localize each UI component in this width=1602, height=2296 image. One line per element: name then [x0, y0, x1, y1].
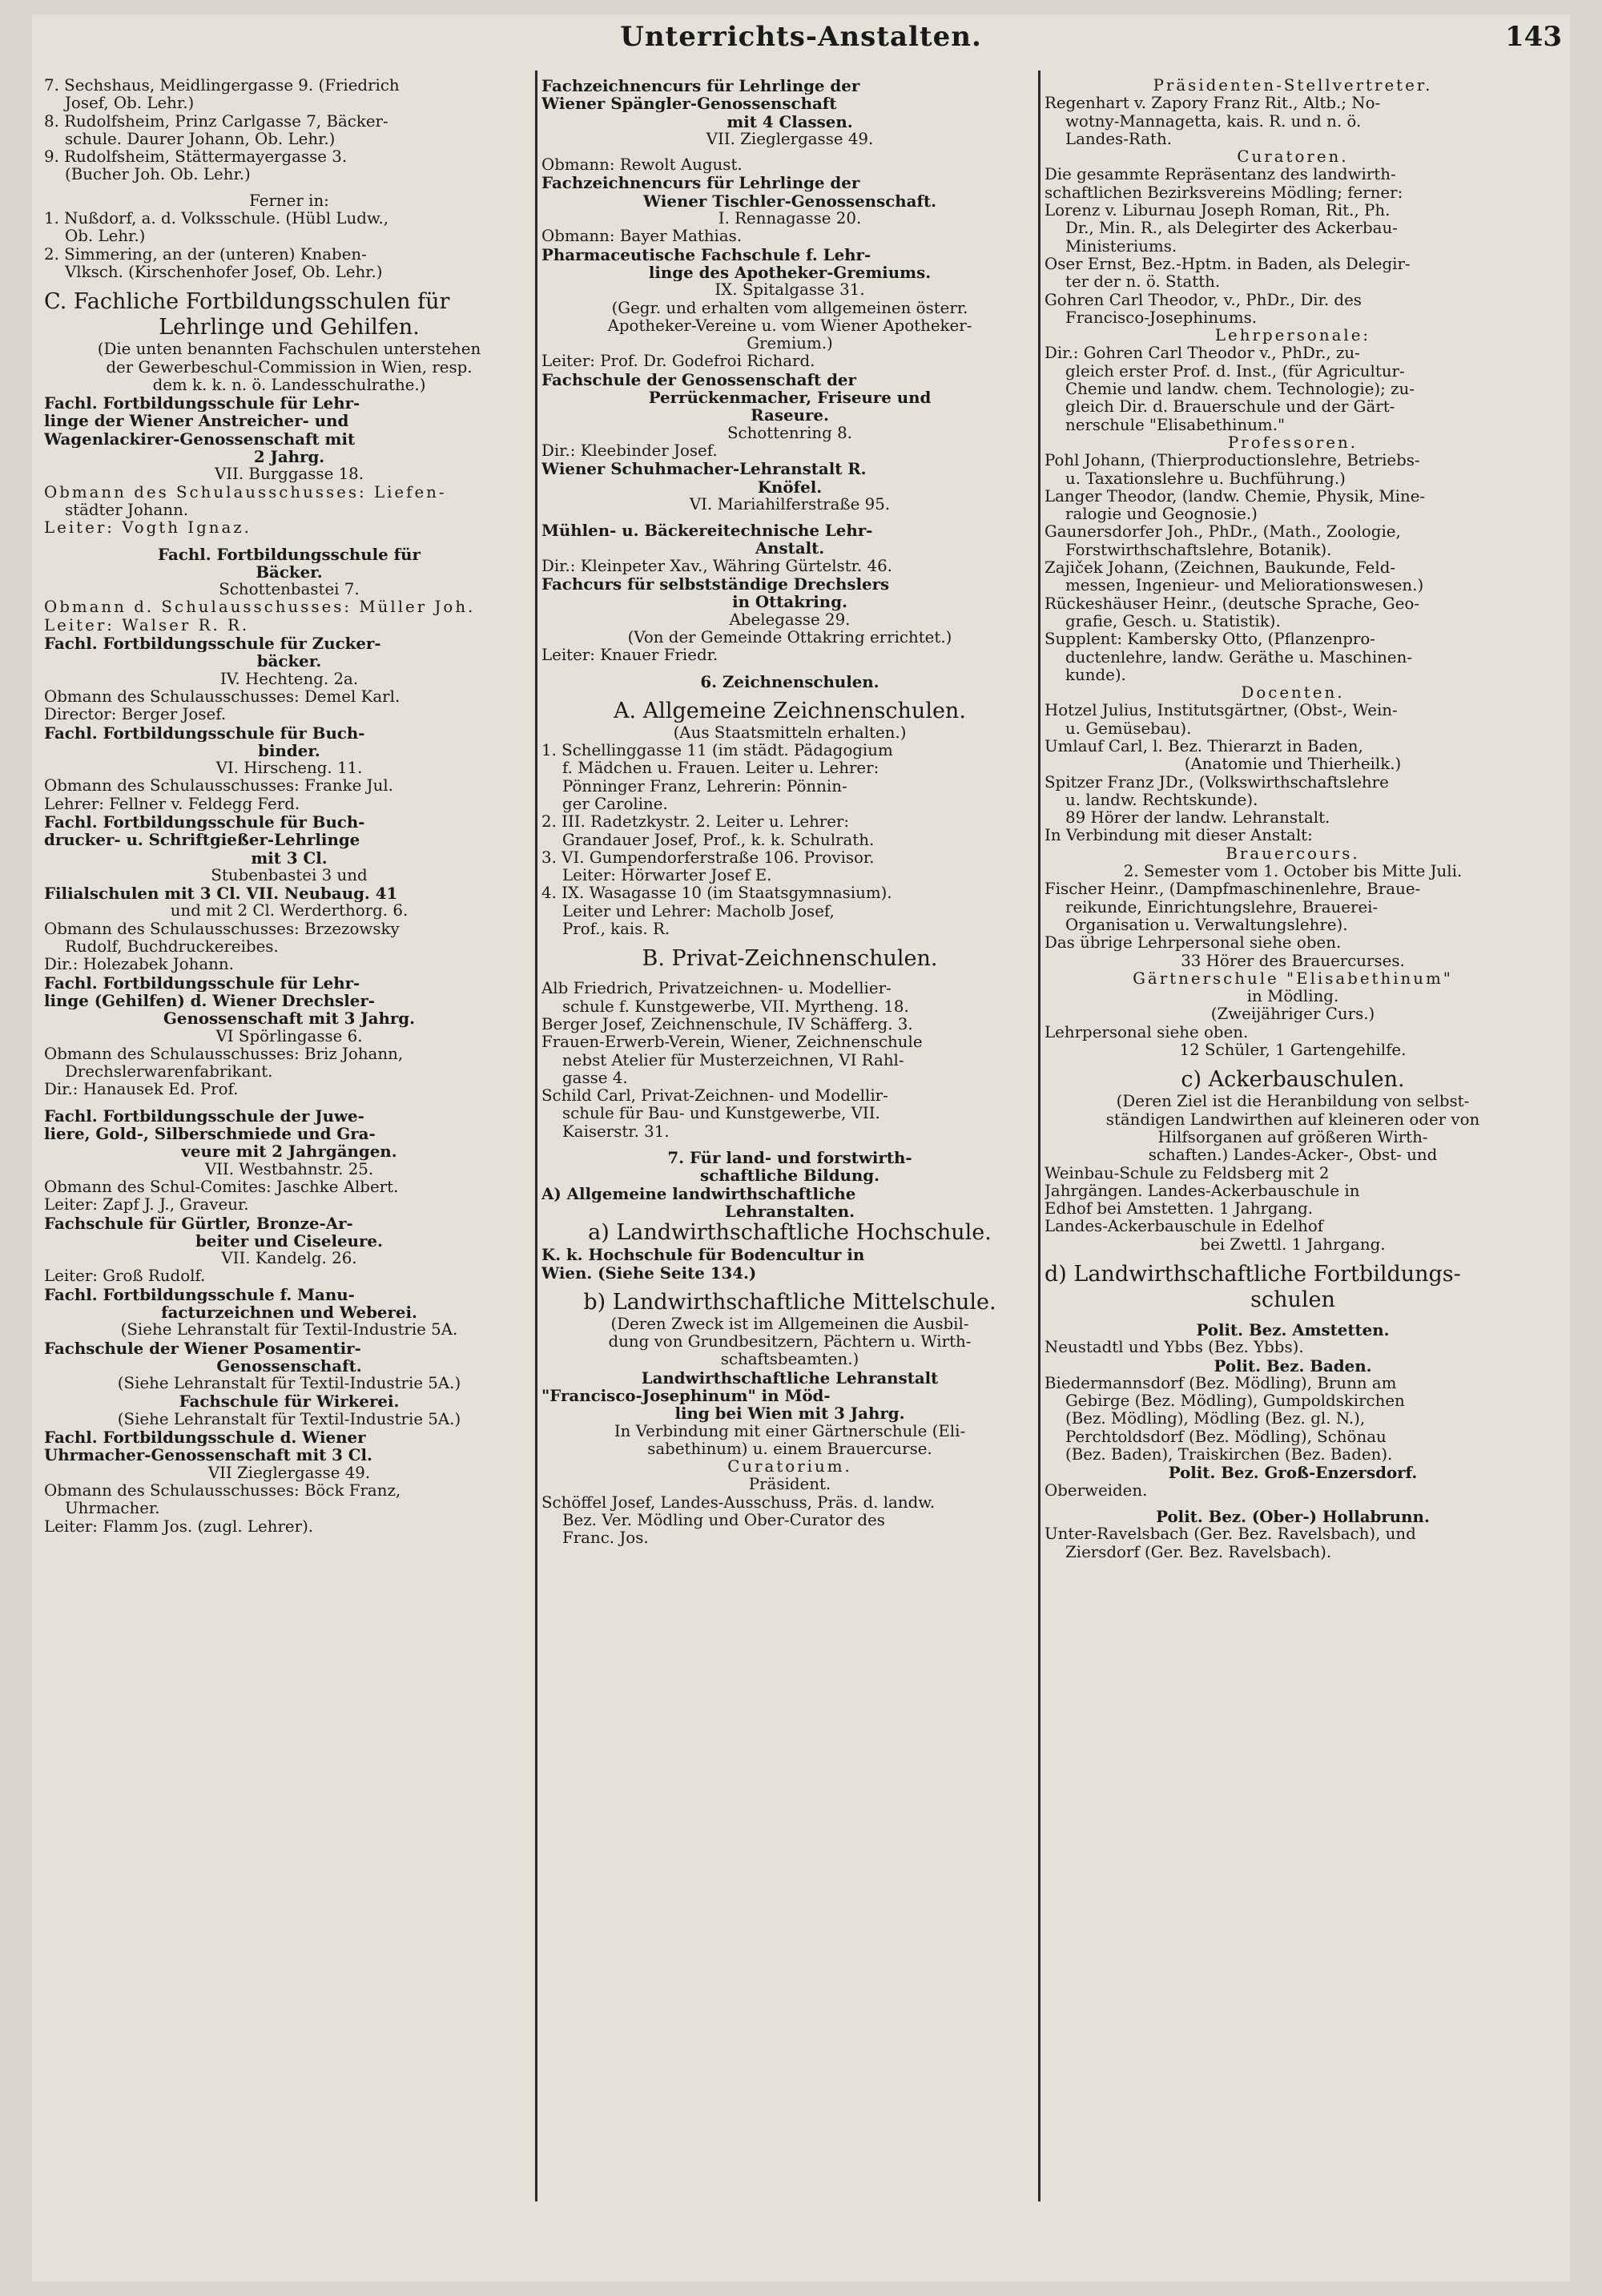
text-line: in Ottakring.: [732, 593, 847, 611]
text-line: Neustadtl und Ybbs (Bez. Ybbs).: [1045, 1339, 1304, 1357]
text-line: Präsidenten-Stellvertreter.: [1153, 77, 1433, 95]
spacer: [541, 514, 1038, 522]
text-line: Pharmaceutische Fachschule f. Lehr-: [541, 245, 871, 264]
text-line: IV. Hechteng. 2a.: [219, 670, 359, 688]
text-line: Obmann des Schul-Comites: Jaschke Albert.: [44, 1178, 399, 1196]
text-line: städter Johann.: [65, 501, 189, 519]
text-line: kunde).: [1065, 666, 1126, 684]
text-line: Fachzeichnencurs für Lehrlinge der: [541, 77, 860, 95]
text-line: (Zweijähriger Curs.): [1210, 1005, 1375, 1024]
text-line: Fachschule für Wirkerei.: [179, 1392, 400, 1411]
text-line: dung von Grundbesitzern, Pächtern u. Wirth-: [608, 1333, 972, 1351]
text-line: Obmann des Schulausschusses: Franke Jul.: [44, 777, 393, 796]
spacer: [44, 1099, 534, 1107]
spacer: [541, 691, 1038, 699]
text-line: Supplent: Kambersky Otto, (Pflanzenpro-: [1045, 630, 1375, 649]
text-line: schaften.) Landes-Acker-, Obst- und: [1148, 1146, 1438, 1165]
text-line: mit 3 Cl.: [251, 848, 328, 867]
text-line: 7. Für land- und forstwirth-: [667, 1149, 912, 1167]
text-line: Dir.: Gohren Carl Theodor v., PhDr., zu-: [1045, 344, 1360, 363]
text-line: Forstwirthschaftslehre, Botanik).: [1065, 541, 1332, 559]
text-line: Edhof bei Amstetten. 1 Jahrgang.: [1045, 1200, 1314, 1218]
text-line: 1. Schellinggasse 11 (im städt. Pädagogium: [541, 742, 893, 760]
text-line: Ministeriums.: [1065, 237, 1177, 256]
text-line: Landes-Rath.: [1065, 130, 1172, 148]
text-line: Genossenschaft mit 3 Jahrg.: [163, 1009, 416, 1028]
text-line: gleich erster Prof. d. Inst., (für Agricultur-: [1065, 362, 1405, 381]
text-line: schule f. Kunstgewerbe, VII. Myrtheng. 18.: [562, 997, 909, 1016]
column-left: [44, 77, 534, 2272]
text-line: Lehrpersonal siehe oben.: [1045, 1023, 1249, 1041]
text-line: Fachschule der Genossenschaft der: [541, 370, 856, 389]
text-line: B. Privat-Zeichnenschulen.: [642, 946, 938, 972]
text-line: Obmann des Schulausschusses: Brzezowsky: [44, 920, 400, 938]
text-line: Schild Carl, Privat-Zeichnen- und Modellir-: [541, 1087, 888, 1106]
text-line: Wiener Spängler-Genossenschaft: [541, 95, 837, 113]
text-line: liere, Gold-, Silberschmiede und Gra-: [44, 1125, 376, 1143]
text-line: Brauercours.: [1226, 844, 1360, 863]
text-line: sabethinum) u. einem Brauercurse.: [647, 1440, 932, 1458]
spacer: [541, 148, 1038, 156]
text-line: Umlauf Carl, l. Bez. Thierarzt in Baden,: [1045, 737, 1363, 755]
text-line: Curatoren.: [1237, 148, 1349, 167]
text-line: Schöffel Josef, Landes-Ausschuss, Präs. d. landw.: [541, 1493, 936, 1512]
text-line: in Mödling.: [1246, 988, 1339, 1006]
text-line: Anstalt.: [755, 539, 825, 558]
text-line: schaftsbeamten.): [720, 1351, 859, 1369]
text-line: 2. Simmering, an der (unteren) Knaben-: [44, 245, 367, 264]
text-line: Gremium.): [747, 335, 833, 353]
text-line: 9. Rudolfsheim, Stättermayergasse 3.: [44, 148, 348, 167]
text-line: In Verbindung mit einer Gärtnerschule (Eli-: [614, 1422, 966, 1440]
text-line: gasse 4.: [562, 1069, 628, 1087]
text-line: bäcker.: [256, 652, 322, 671]
text-line: VI. Mariahilferstraße 95.: [689, 495, 891, 514]
text-line: Dir.: Holezabek Johann.: [44, 956, 234, 974]
text-line: linge des Apotheker-Gremiums.: [648, 263, 932, 282]
text-line: schaftlichen Bezirksvereins Mödling; ferner:: [1045, 183, 1403, 202]
text-line: Leiter: Vogth Ignaz.: [44, 519, 252, 538]
text-line: und mit 2 Cl. Werderthorg. 6.: [170, 902, 409, 920]
text-line: Leiter: Zapf J. J., Graveur.: [44, 1196, 249, 1214]
spacer: [541, 1141, 1038, 1149]
text-line: b) Landwirthschaftliche Mittelschule.: [583, 1289, 996, 1315]
text-line: nerschule "Elisabethinum.": [1065, 416, 1286, 434]
text-line: a) Landwirthschaftliche Hochschule.: [588, 1220, 992, 1246]
text-line: Oser Ernst, Bez.-Hptm. in Baden, als Delegir-: [1045, 255, 1411, 273]
text-line: Polit. Bez. (Ober-) Hollabrunn.: [1156, 1507, 1430, 1526]
text-line: VII. Zieglergasse 49.: [706, 130, 874, 148]
text-line: 2 Jahrg.: [253, 448, 325, 466]
spacer: [541, 665, 1038, 673]
text-line: (Siehe Lehranstalt für Textil-Industrie 5A.): [117, 1410, 461, 1428]
text-line: Dir.: Hanausek Ed. Prof.: [44, 1081, 239, 1099]
text-line: Director: Berger Josef.: [44, 706, 227, 724]
text-line: Abelegasse 29.: [729, 610, 851, 629]
text-line: Obmann des Schulausschusses: Liefen-: [44, 483, 447, 501]
text-line: nebst Atelier für Musterzeichnen, VI Rahl-: [562, 1051, 904, 1069]
text-line: Fachl. Fortbildungsschule für Buch-: [44, 723, 365, 742]
spacer: [541, 1282, 1038, 1290]
text-line: In Verbindung mit dieser Anstalt:: [1045, 827, 1313, 845]
text-line: K. k. Hochschule für Bodencultur in: [541, 1246, 865, 1264]
text-line: Ob. Lehr.): [65, 228, 146, 246]
text-line: Lehrpersonale:: [1214, 327, 1371, 345]
text-line: Weinbau-Schule zu Feldsberg mit 2: [1045, 1164, 1330, 1182]
column-right: [1045, 77, 1541, 2272]
text-line: 12 Schüler, 1 Gartengehilfe.: [1179, 1041, 1407, 1060]
text-line: Drechslerwarenfabrikant.: [65, 1063, 273, 1082]
text-line: Fachl. Fortbildungsschule für: [158, 545, 421, 563]
spacer: [1045, 1254, 1541, 1262]
text-line: schule für Bau- und Kunstgewerbe, VII.: [562, 1105, 880, 1123]
text-line: der Gewerbeschul-Commission in Wien, resp.: [106, 358, 473, 377]
spacer: [541, 972, 1038, 980]
text-line: u. landw. Rechtskunde).: [1065, 791, 1258, 809]
text-line: Stubenbastei 3 und: [211, 866, 368, 884]
text-line: Ziersdorf (Ger. Bez. Ravelsbach).: [1065, 1543, 1332, 1561]
text-line: mit 4 Classen.: [727, 112, 853, 131]
spacer: [1045, 1500, 1541, 1508]
text-line: VI Spörlingasse 6.: [215, 1027, 363, 1045]
text-line: 6. Zeichnenschulen.: [700, 672, 879, 691]
text-line: Fischer Heinr., (Dampfmaschinenlehre, Braue-: [1045, 880, 1421, 899]
text-line: Pönninger Franz, Lehrerin: Pönnin-: [562, 777, 847, 796]
text-line: 3. VI. Gumpendorferstraße 106. Provisor.: [541, 848, 875, 867]
text-line: Leiter: Groß Rudolf.: [44, 1267, 206, 1286]
spacer: [541, 938, 1038, 946]
text-line: u. Taxationslehre u. Buchführung.): [1065, 469, 1346, 488]
text-line: Perchtoldsdorf (Bez. Mödling), Schönau: [1065, 1428, 1387, 1446]
text-line: c) Ackerbauschulen.: [1181, 1067, 1405, 1093]
text-line: Rückeshäuser Heinr., (deutsche Sprache, Geo-: [1045, 594, 1420, 613]
text-line: ductenlehre, landw. Geräthe u. Maschinen-: [1065, 648, 1413, 667]
text-line: VII. Kandelg. 26.: [221, 1250, 357, 1268]
text-line: (Bez. Mödling), Mödling (Bez. gl. N.),: [1065, 1410, 1366, 1428]
text-line: schaftliche Bildung.: [699, 1166, 880, 1185]
text-line: binder.: [258, 741, 320, 760]
text-line: Das übrige Lehrpersonal siehe oben.: [1045, 934, 1342, 953]
text-line: Mühlen- u. Bäckereitechnische Lehr-: [541, 522, 873, 540]
text-line: Apotheker-Vereine u. vom Wiener Apotheker-: [607, 316, 972, 335]
text-line: Gärtnerschule "Elisabethinum": [1133, 969, 1453, 988]
text-line: schule. Daurer Johann, Ob. Lehr.): [65, 130, 336, 148]
text-line: Obmann des Schulausschusses: Demel Karl.: [44, 687, 400, 706]
text-line: Dir.: Kleebinder Josef.: [541, 441, 718, 460]
text-line: Fachzeichnencurs für Lehrlinge der: [541, 174, 860, 192]
page-header: [32, 14, 1570, 70]
text-line: 33 Hörer des Brauercurses.: [1181, 952, 1405, 970]
running-title: Unterrichts-Anstalten.: [620, 21, 982, 53]
text-line: Fachl. Fortbildungsschule der Juwe-: [44, 1106, 364, 1126]
text-line: (Anatomie und Thierheilk.): [1184, 755, 1402, 774]
text-line: Curatorium.: [727, 1458, 852, 1476]
text-line: ter der n. ö. Statth.: [1065, 273, 1221, 292]
text-line: Langer Theodor, (landw. Chemie, Physik, Mine-: [1045, 487, 1426, 506]
text-line: Jahrgängen. Landes-Ackerbauschule in: [1045, 1182, 1360, 1200]
text-line: 2. III. Radetzkystr. 2. Leiter u. Lehrer:: [541, 813, 850, 832]
spacer: [44, 538, 534, 546]
text-line: Obmann d. Schulausschusses: Müller Joh.: [44, 598, 476, 617]
text-line: Obmann des Schulausschusses: Böck Franz,: [44, 1481, 401, 1500]
text-line: facturzeichnen und Weberei.: [161, 1303, 417, 1322]
text-line: Polit. Bez. Amstetten.: [1196, 1321, 1390, 1339]
text-line: Fachl. Fortbildungsschule für Lehr-: [44, 394, 360, 413]
text-line: Prof., kais. R.: [562, 920, 670, 939]
text-line: u. Gemüsebau).: [1065, 719, 1192, 738]
text-line: Leiter: Walser R. R.: [44, 616, 250, 634]
text-line: Franc. Jos.: [562, 1529, 649, 1548]
text-line: bei Zwettl. 1 Jahrgang.: [1200, 1235, 1386, 1254]
text-line: (Von der Gemeinde Ottakring errichtet.): [627, 628, 952, 647]
text-line: Uhrmacher.: [65, 1500, 160, 1518]
text-line: I. Rennagasse 20.: [718, 210, 862, 228]
spacer: [44, 184, 534, 192]
text-line: drucker- u. Schriftgießer-Lehrlinge: [44, 831, 360, 849]
text-line: (Bucher Joh. Ob. Lehr.): [65, 166, 251, 184]
text-line: Lorenz v. Liburnau Joseph Roman, Rit., Ph.: [1045, 202, 1391, 220]
text-line: Unter-Ravelsbach (Ger. Bez. Ravelsbach), und: [1045, 1525, 1416, 1544]
text-line: schulen: [1250, 1287, 1335, 1312]
text-line: Schottenbastei 7.: [219, 581, 360, 599]
document-page: [32, 14, 1570, 2282]
text-line: (Siehe Lehranstalt für Textil-Industrie 5A.): [117, 1375, 461, 1393]
text-line: VII. Burggasse 18.: [214, 465, 364, 484]
text-line: Hilfsorganen auf größeren Wirth-: [1157, 1128, 1428, 1146]
text-line: (Die unten benannten Fachschulen unterstehen: [97, 340, 481, 359]
text-line: Schottenring 8.: [727, 424, 852, 442]
text-line: Uhrmacher-Genossenschaft mit 3 Cl.: [44, 1446, 372, 1464]
text-line: Chemie und landw. chem. Technologie); zu-: [1065, 381, 1415, 399]
spacer: [1045, 1059, 1541, 1067]
text-line: Josef, Ob. Lehr.): [65, 95, 195, 113]
text-line: Docenten.: [1241, 684, 1345, 703]
page-number: 143: [1505, 21, 1562, 53]
text-line: VII. Westbahnstr. 25.: [204, 1160, 374, 1178]
text-line: veure mit 2 Jahrgängen.: [181, 1142, 397, 1161]
text-line: d) Landwirthschaftliche Fortbildungs-: [1045, 1262, 1461, 1287]
text-line: Spitzer Franz JDr., (Volkswirthschaftslehre: [1045, 773, 1389, 792]
column-middle: [541, 77, 1038, 2272]
text-line: Biedermannsdorf (Bez. Mödling), Brunn am: [1045, 1374, 1397, 1392]
text-line: Fachl. Fortbildungsschule d. Wiener: [44, 1428, 366, 1447]
text-line: Rudolf, Buchdruckereibes.: [65, 938, 279, 957]
text-line: VII Zieglergasse 49.: [207, 1464, 371, 1482]
text-line: Raseure.: [751, 406, 829, 425]
column-rule: [535, 70, 537, 2201]
text-line: Ferner in:: [249, 191, 329, 210]
text-line: Gebirge (Bez. Mödling), Gumpoldskirchen: [1065, 1392, 1405, 1411]
text-line: 8. Rudolfsheim, Prinz Carlgasse 7, Bäcker-: [44, 112, 388, 131]
text-line: Vlksch. (Kirschenhofer Josef, Ob. Lehr.): [65, 263, 383, 281]
text-line: Zajiček Johann, (Zeichnen, Baukunde, Feld-: [1045, 559, 1396, 578]
text-line: Frauen-Erwerb-Verein, Wiener, Zeichnenschule: [541, 1033, 923, 1052]
text-line: Die gesammte Repräsentanz des landwirth-: [1045, 166, 1396, 184]
text-line: Lehranstalten.: [724, 1202, 855, 1221]
text-line: Polit. Bez. Baden.: [1214, 1356, 1372, 1375]
text-line: Perrückenmacher, Friseure und: [648, 389, 932, 407]
text-line: VI. Hirscheng. 11.: [215, 759, 363, 778]
column-rule: [1038, 70, 1040, 2201]
text-line: grafie, Gesch. u. Statistik).: [1065, 612, 1281, 630]
text-line: ger Caroline.: [562, 795, 668, 813]
text-line: Wiener Schuhmacher-Lehranstalt R.: [541, 460, 867, 478]
text-line: Landwirthschaftliche Lehranstalt: [641, 1368, 939, 1387]
text-line: dem k. k. n. ö. Landesschulrathe.): [152, 376, 426, 394]
text-line: Filialschulen mit 3 Cl. VII. Neubaug. 41: [44, 884, 398, 903]
text-line: 1. Nußdorf, a. d. Volksschule. (Hübl Ludw.,: [44, 210, 389, 228]
text-line: Pohl Johann, (Thierproductionslehre, Betriebs-: [1045, 452, 1420, 470]
text-line: A. Allgemeine Zeichnenschulen.: [614, 698, 966, 723]
text-line: linge (Gehilfen) d. Wiener Drechsler-: [44, 991, 375, 1010]
text-line: Lehrlinge und Gehilfen.: [159, 315, 420, 340]
text-line: Fachl. Fortbildungsschule für Zucker-: [44, 634, 381, 653]
text-line: 4. IX. Wasagasse 10 (im Staatsgymnasium).: [541, 884, 892, 903]
text-line: messen, Ingenieur- und Meliorationswesen.): [1065, 577, 1424, 595]
text-line: Obmann des Schulausschusses: Briz Johann,: [44, 1045, 404, 1063]
text-line: Leiter: Knauer Friedr.: [541, 647, 718, 665]
text-line: Wagenlackirer-Genossenschaft mit: [44, 429, 356, 449]
text-line: Hotzel Julius, Institutsgärtner, (Obst-, Wein-: [1045, 702, 1398, 720]
text-line: Wien. (Siehe Seite 134.): [541, 1263, 757, 1282]
text-line: Gaunersdorfer Joh., PhDr., (Math., Zoologie,: [1045, 523, 1401, 542]
text-line: gleich Dir. d. Brauerschule und der Gärt-: [1065, 398, 1395, 417]
text-line: (Deren Zweck ist im Allgemeinen die Ausbil-: [610, 1315, 969, 1333]
text-line: Grandauer Josef, Prof., k. k. Schulrath.: [562, 831, 875, 849]
text-line: ralogie und Geognosie.): [1065, 506, 1258, 524]
text-line: Organisation u. Verwaltungslehre).: [1065, 916, 1348, 934]
text-line: 89 Hörer der landw. Lehranstalt.: [1065, 809, 1330, 828]
text-line: Regenhart v. Zapory Franz Rit., Altb.; No-: [1045, 95, 1381, 113]
text-line: Oberweiden.: [1045, 1481, 1148, 1500]
text-line: Knöfel.: [757, 477, 823, 496]
text-line: 7. Sechshaus, Meidlingergasse 9. (Friedrich: [44, 77, 400, 95]
text-line: Fachl. Fortbildungsschule für Buch-: [44, 812, 365, 832]
spacer: [1045, 1313, 1541, 1321]
text-line: Wiener Tischler-Genossenschaft.: [643, 191, 936, 211]
text-line: f. Mädchen u. Frauen. Leiter u. Lehrer:: [562, 759, 879, 778]
text-line: Obmann: Rewolt August.: [541, 156, 743, 175]
text-line: Leiter und Lehrer: Macholb Josef,: [562, 902, 835, 920]
text-line: Fachschule der Wiener Posamentir-: [44, 1339, 361, 1357]
text-line: wotny-Mannagetta, kais. R. und n. ö.: [1065, 112, 1362, 131]
text-line: Berger Josef, Zeichnenschule, IV Schäfferg. 3.: [541, 1015, 913, 1033]
text-line: C. Fachliche Fortbildungsschulen für: [44, 289, 450, 315]
text-line: Lehrer: Fellner v. Feldegg Ferd.: [44, 795, 300, 813]
text-line: Obmann: Bayer Mathias.: [541, 228, 743, 246]
text-line: A) Allgemeine landwirthschaftliche: [541, 1184, 856, 1202]
text-line: (Aus Staatsmitteln erhalten.): [673, 723, 907, 742]
text-line: Dir.: Kleinpeter Xav., Währing Gürtelstr. 46.: [541, 557, 892, 575]
text-line: beiter und Ciseleure.: [195, 1231, 383, 1251]
text-line: Genossenschaft.: [216, 1356, 362, 1376]
text-line: Präsident.: [748, 1476, 831, 1494]
text-line: Gohren Carl Theodor, v., PhDr., Dir. des: [1045, 291, 1362, 309]
text-line: Landes-Ackerbauschule in Edelhof: [1045, 1218, 1324, 1236]
text-line: Leiter: Flamm Jos. (zugl. Lehrer).: [44, 1517, 314, 1536]
text-line: (Bez. Baden), Traiskirchen (Bez. Baden).: [1065, 1446, 1393, 1464]
text-line: "Francisco-Josephinum" in Möd-: [541, 1387, 831, 1405]
text-line: Bäcker.: [256, 562, 323, 582]
text-line: 2. Semester vom 1. October bis Mitte Juli.: [1123, 863, 1463, 881]
text-line: Fachcurs für selbstständige Drechslers: [541, 575, 890, 594]
text-line: Leiter: Hörwarter Josef E.: [562, 867, 772, 885]
spacer: [44, 281, 534, 289]
text-line: Francisco-Josephinums.: [1065, 308, 1258, 327]
text-line: (Gegr. und erhalten vom allgemeinen österr.: [611, 299, 968, 317]
text-line: linge der Wiener Anstreicher- und: [44, 412, 349, 430]
text-line: Dr., Min. R., als Delegirter des Ackerbau-: [1065, 220, 1398, 238]
text-line: Leiter: Prof. Dr. Godefroi Richard.: [541, 352, 815, 371]
text-line: ständigen Landwirthen auf kleineren oder von: [1105, 1110, 1480, 1129]
text-line: (Siehe Lehranstalt für Textil-Industrie 5A.: [120, 1321, 458, 1339]
text-line: Polit. Bez. Groß-Enzersdorf.: [1168, 1464, 1418, 1482]
text-line: Fachschule für Gürtler, Bronze-Ar-: [44, 1214, 353, 1232]
text-line: ling bei Wien mit 3 Jahrg.: [674, 1404, 905, 1423]
text-line: Alb Friedrich, Privatzeichnen- u. Modellier-: [541, 980, 892, 998]
text-line: (Deren Ziel ist die Heranbildung von selbst-: [1116, 1093, 1470, 1111]
text-line: IX. Spitalgasse 31.: [714, 281, 865, 300]
text-line: Fachl. Fortbildungsschule für Lehr-: [44, 973, 360, 992]
text-line: Fachl. Fortbildungsschule f. Manu-: [44, 1285, 355, 1303]
text-line: Professoren.: [1227, 433, 1358, 452]
text-line: Kaiserstr. 31.: [562, 1122, 670, 1141]
text-line: Bez. Ver. Mödling und Ober-Curator des: [562, 1512, 885, 1530]
text-line: reikunde, Einrichtungslehre, Brauerei-: [1065, 898, 1379, 916]
